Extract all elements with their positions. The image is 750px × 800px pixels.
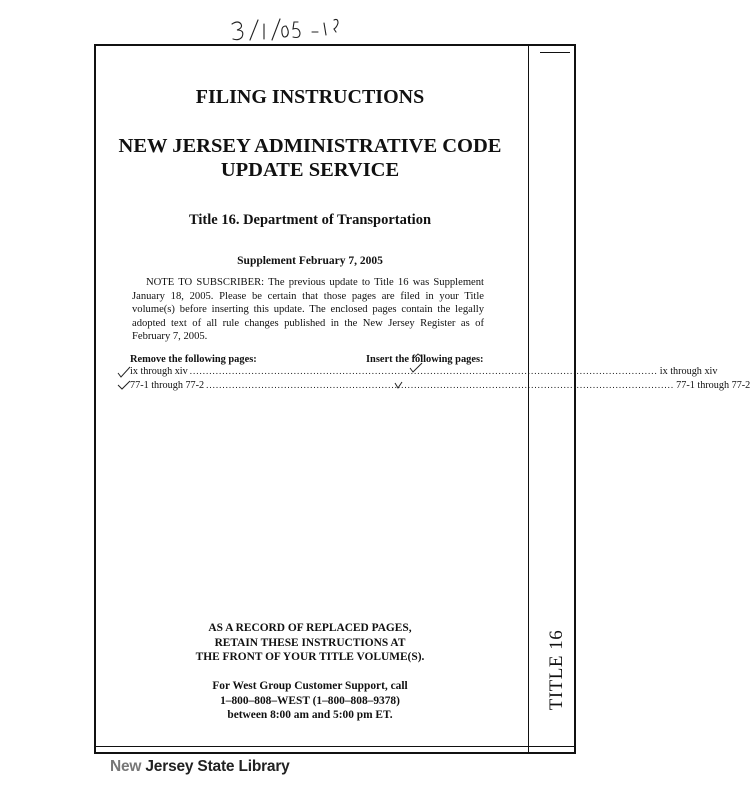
customer-support-notice bbox=[140, 679, 480, 723]
support-hours: between 8:00 am and 5:00 pm ET. bbox=[227, 709, 393, 722]
stamp-text: Jersey State Library bbox=[145, 758, 290, 775]
remove-pages-cell: ix through xiv bbox=[130, 366, 188, 377]
tab-divider-line bbox=[528, 44, 529, 754]
handwritten-check-icon bbox=[117, 380, 131, 392]
handwritten-check-icon bbox=[394, 380, 408, 392]
page-row bbox=[130, 366, 718, 377]
page-row bbox=[130, 380, 750, 391]
library-stamp bbox=[110, 758, 290, 776]
handwritten-mark-icon bbox=[413, 353, 423, 359]
filing-instructions-heading: FILING INSTRUCTIONS bbox=[195, 86, 425, 108]
code-heading-line1: NEW JERSEY ADMINISTRATIVE CODE bbox=[118, 135, 502, 157]
insert-pages-header: Insert the following pages: bbox=[366, 354, 484, 365]
remove-pages-header: Remove the following pages: bbox=[130, 354, 257, 365]
tab-top-rule bbox=[540, 52, 570, 53]
insert-pages-cell: 77-1 through 77-2 bbox=[676, 380, 750, 391]
handwritten-date-note bbox=[228, 14, 378, 44]
support-phone: 1–800–808–WEST (1–800–808–9378) bbox=[220, 694, 400, 707]
record-notice bbox=[140, 621, 480, 665]
record-notice-line3: THE FRONT OF YOUR TITLE VOLUME(S). bbox=[195, 651, 425, 664]
subscriber-note: NOTE TO SUBSCRIBER: The previous update to Title 16 was Supplement January 18, 2005. Please be certain that those pages are filed in your Title volume(s) before inserting this update. The enclosed pages contain the legally adopted text of all rule changes published in the New Jersey Register as of February 7, 2005. bbox=[132, 277, 484, 343]
title-tab-label bbox=[547, 630, 567, 710]
record-notice-line2: RETAIN THESE INSTRUCTIONS AT bbox=[214, 636, 406, 649]
handwritten-check-icon bbox=[409, 362, 423, 374]
leader-dots: ................................................................................................................................................ bbox=[189, 366, 658, 376]
bottom-double-rule bbox=[96, 746, 574, 747]
code-heading-line2: UPDATE SERVICE bbox=[220, 159, 400, 181]
handwritten-check-icon bbox=[117, 366, 131, 378]
stamp-faded-word: New bbox=[110, 758, 142, 775]
supplement-date: Supplement February 7, 2005 bbox=[237, 255, 383, 267]
title-tab-text: TITLE 16 bbox=[546, 629, 567, 711]
leader-dots: ................................................................................................................................................ bbox=[206, 380, 675, 390]
record-notice-line1: AS A RECORD OF REPLACED PAGES, bbox=[208, 622, 412, 634]
code-heading bbox=[100, 134, 520, 182]
remove-pages-cell: 77-1 through 77-2 bbox=[130, 380, 205, 391]
insert-pages-cell: ix through xiv bbox=[659, 366, 718, 377]
support-line1: For West Group Customer Support, call bbox=[212, 680, 408, 692]
title-department-heading: Title 16. Department of Transportation bbox=[188, 212, 432, 228]
